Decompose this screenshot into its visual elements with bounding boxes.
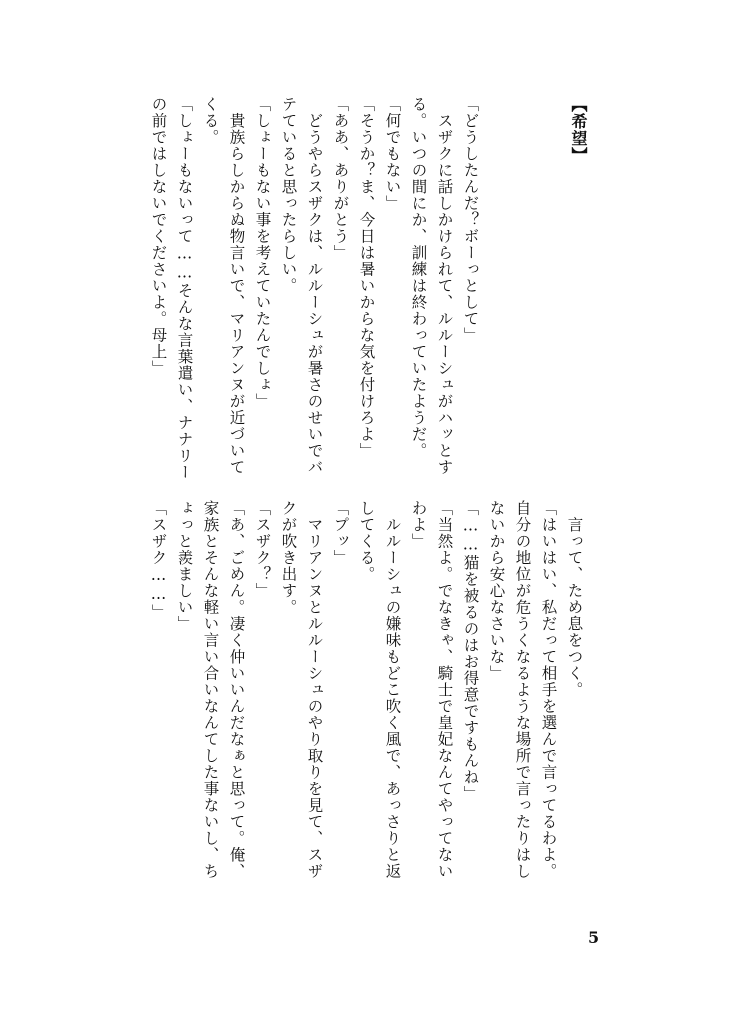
text-column: 「プッ」 xyxy=(331,500,350,566)
text-column: 「はいはい、私だって相手を選んで言ってるわよ。 xyxy=(539,500,558,880)
page-number: 5 xyxy=(588,928,600,947)
text-column: ょっと羨ましい」 xyxy=(175,500,194,632)
chapter-heading: 【希望】 xyxy=(569,96,588,164)
text-column: 貴族らしからぬ物言いで、マリアンヌが近づいて xyxy=(227,96,246,476)
text-column: ルルーシュの嫌味もどこ吹く風で、あっさりと返 xyxy=(383,500,402,880)
text-column: 「しょーもないって……そんな言葉遣い、ナナリー xyxy=(175,96,194,481)
text-column: テていると思ったらしい。 xyxy=(279,96,298,294)
text-column: 家族とそんな軽い言い合いなんてした事ないし、ち xyxy=(201,500,220,880)
text-column: してくる。 xyxy=(357,500,376,583)
text-column: ないから安心なさいな」 xyxy=(487,500,506,682)
text-column: 「……猫を被るのはお得意ですもんね」 xyxy=(461,500,480,802)
text-column: くる。 xyxy=(201,96,220,146)
text-column: 「スザク……」 xyxy=(149,500,168,621)
text-column: の前ではしないでくださいよ。母上」 xyxy=(149,96,168,377)
text-column: 「何でもない」 xyxy=(383,96,402,212)
text-column: 「どうしたんだ？ボーっとして」 xyxy=(461,96,480,344)
text-column: クが吹き出す。 xyxy=(279,500,298,616)
text-column: 「当然よ。でなきゃ、騎士で皇妃なんてやってない xyxy=(435,500,454,880)
text-column: スザクに話しかけられて、ルルーシュがハッとす xyxy=(435,96,454,476)
text-column: 「そうか？ま、今日は暑いからな気を付けろよ」 xyxy=(357,96,376,459)
text-column: マリアンヌとルルーシュのやり取りを見て、スザ xyxy=(305,500,324,880)
text-column: 「あ、ごめん。凄く仲いいんだなぁと思って。俺、 xyxy=(227,500,246,880)
text-column: どうやらスザクは、ルルーシュが暑さのせいでバ xyxy=(305,96,324,476)
text-column: 「スザク？」 xyxy=(253,500,272,599)
text-column: 「しょーもない事を考えていたんでしょ」 xyxy=(253,96,272,410)
text-column: 自分の地位が危うくなるような場所で言ったりはし xyxy=(513,500,532,880)
text-column: 言って、ため息をつく。 xyxy=(565,500,584,698)
text-column: 「ああ、ありがとう」 xyxy=(331,96,350,261)
text-column: わよ」 xyxy=(409,500,428,550)
text-column: る。いつの間にか、訓練は終わっていたようだ。 xyxy=(409,96,428,459)
